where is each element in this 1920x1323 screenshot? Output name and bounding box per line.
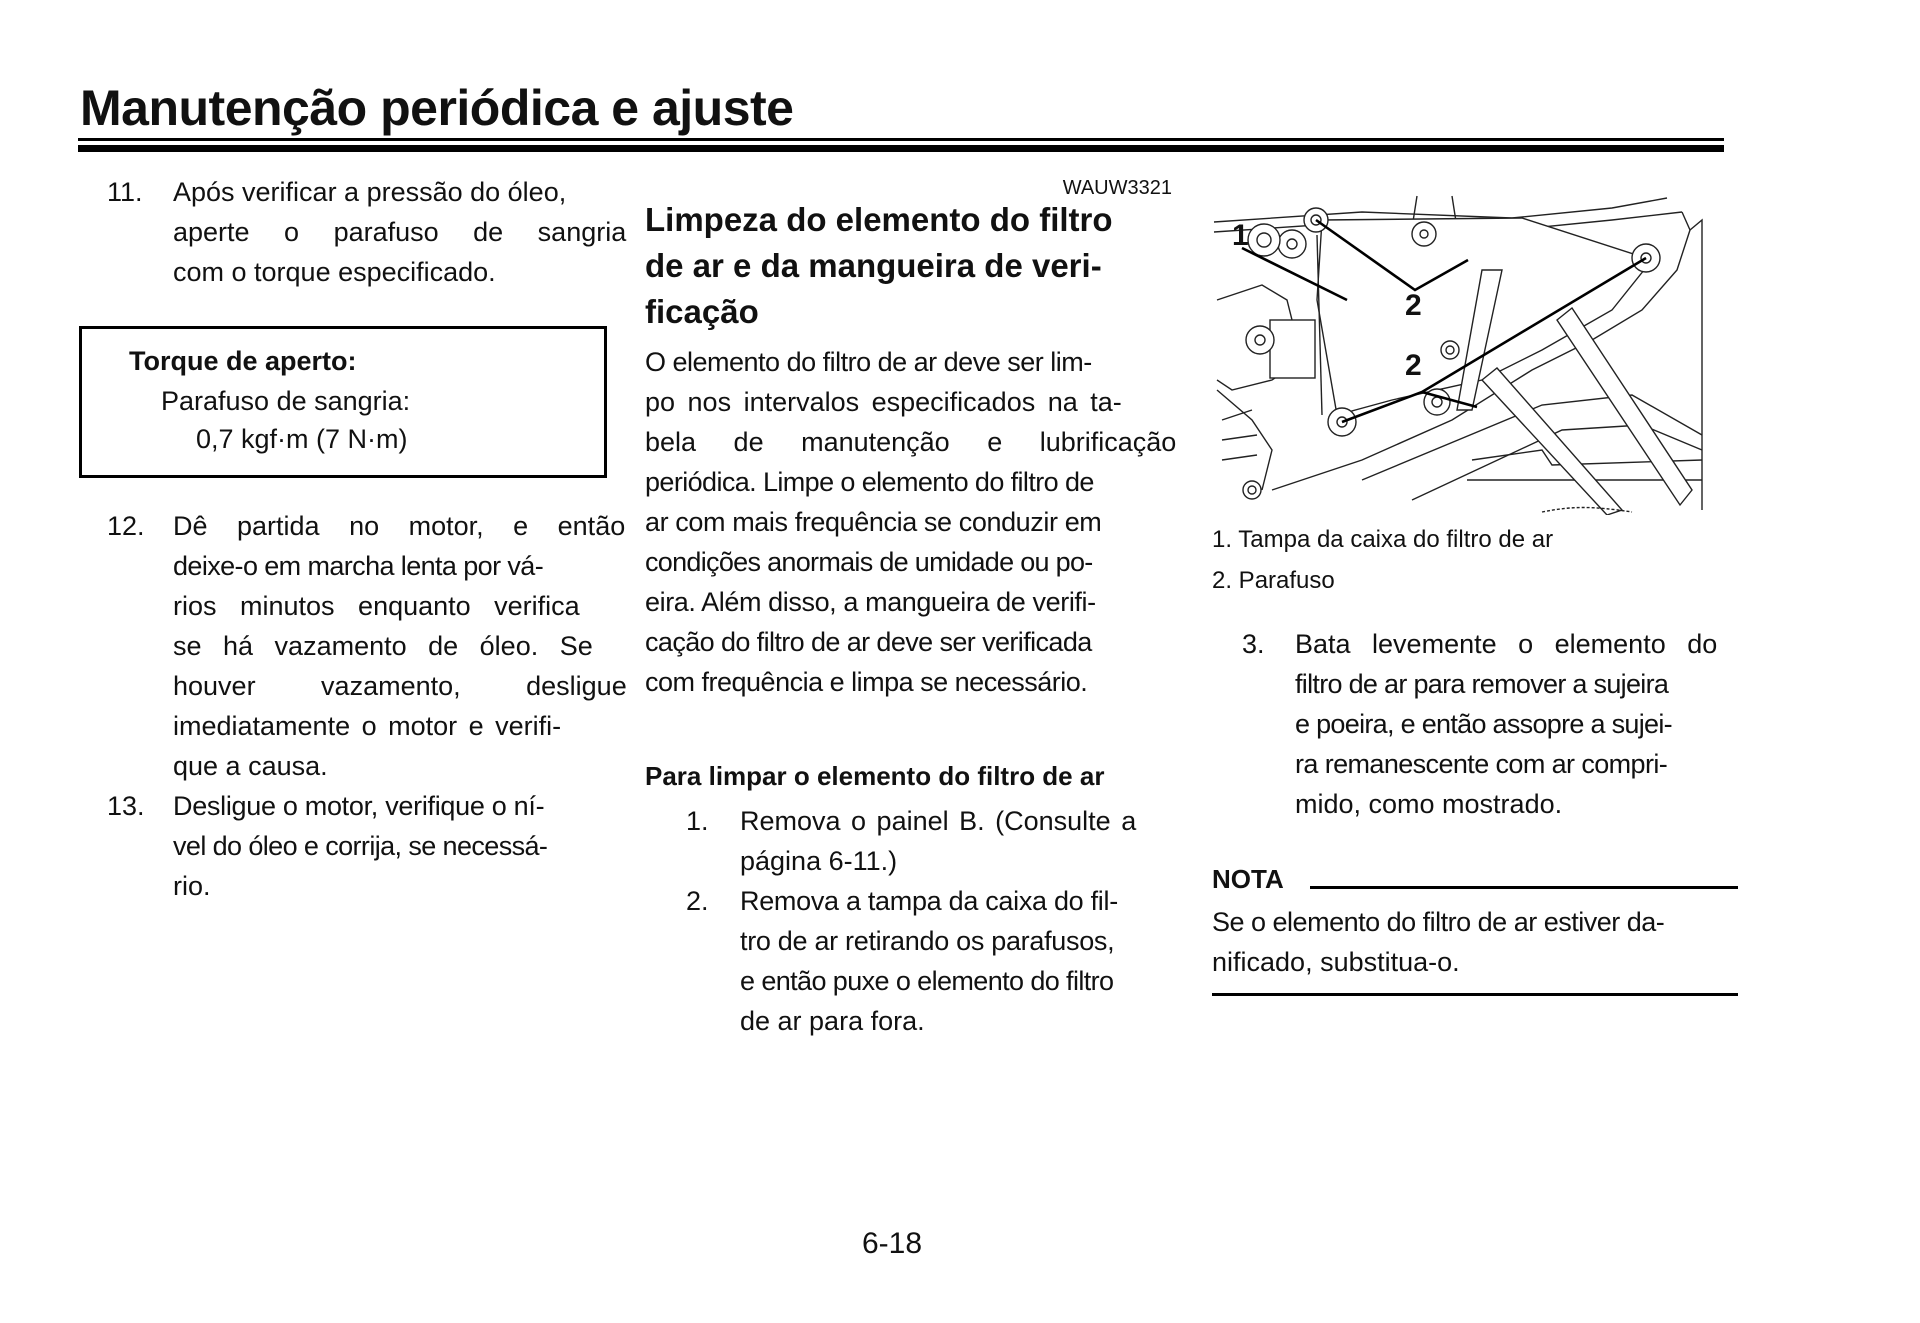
- text-line: deixe-o em marcha lenta por vá-: [173, 551, 544, 581]
- text-line: rio.: [173, 871, 211, 901]
- text-line: aperte o parafuso de sangria: [173, 217, 627, 247]
- step-text: [740, 801, 1176, 881]
- step-text: [740, 881, 1176, 1041]
- torque-value: 0,7 kgf·m (7 N·m): [196, 424, 408, 454]
- step-text: [173, 786, 605, 906]
- text-line: imediatamente o motor e verifi-: [173, 711, 562, 741]
- text-line: filtro de ar para remover a sujeira: [1295, 669, 1669, 699]
- callout-1: 1: [1232, 219, 1249, 252]
- text-line: Após verificar a pressão do óleo,: [173, 177, 567, 207]
- text-line: periódica. Limpe o elemento do filtro de: [645, 467, 1094, 497]
- title-rule-thin: [78, 138, 1724, 141]
- text-line: se há vazamento de óleo. Se: [173, 631, 593, 661]
- note-text: [1212, 902, 1742, 982]
- text-line: nificado, substitua-o.: [1212, 947, 1460, 977]
- callout-2-upper: 2: [1405, 289, 1422, 322]
- step-number: 1.: [686, 806, 709, 836]
- step-number: 3.: [1242, 629, 1265, 659]
- heading-line: ficação: [645, 293, 759, 330]
- step-number: 13.: [107, 791, 145, 821]
- text-line: que a causa.: [173, 751, 328, 781]
- text-line: houver vazamento, desligue: [173, 671, 627, 701]
- title-rule-thick: [78, 145, 1724, 152]
- text-line: ra remanescente com ar compri-: [1295, 749, 1668, 779]
- text-line: e poeira, e então assopre a sujei-: [1295, 709, 1672, 739]
- text-line: e então puxe o elemento do filtro: [740, 966, 1114, 996]
- text-line: Se o elemento do filtro de ar estiver da-: [1212, 907, 1665, 937]
- page-title: Manutenção periódica e ajuste: [80, 80, 794, 136]
- text-line: Desligue o motor, verifique o ní-: [173, 791, 545, 821]
- text-line: cação do filtro de ar deve ser verificada: [645, 627, 1092, 657]
- text-line: página 6-11.): [740, 846, 898, 876]
- note-label: NOTA: [1212, 864, 1284, 894]
- step-text: [173, 172, 627, 292]
- procedure-subheading: Para limpar o elemento do filtro de ar: [645, 761, 1105, 791]
- text-line: po nos intervalos especificados na ta-: [645, 387, 1122, 417]
- section-intro: [645, 342, 1175, 702]
- figure-caption-2: 2. Parafuso: [1212, 567, 1335, 594]
- text-line: Remova o painel B. (Consulte a: [740, 806, 1137, 836]
- note-rule-top: [1310, 886, 1738, 889]
- step-number: 2.: [686, 886, 709, 916]
- heading-line: Limpeza do elemento do filtro: [645, 201, 1113, 238]
- torque-label: Parafuso de sangria:: [161, 386, 411, 416]
- text-line: Remova a tampa da caixa do fil-: [740, 886, 1118, 916]
- callout-2-lower: 2: [1405, 349, 1422, 382]
- section-heading: [645, 197, 1175, 335]
- page-number: 6-18: [862, 1227, 923, 1260]
- text-line: tro de ar retirando os parafusos,: [740, 926, 1115, 956]
- text-line: condições anormais de umidade ou po-: [645, 547, 1093, 577]
- text-line: de ar para fora.: [740, 1006, 925, 1036]
- text-line: vel do óleo e corrija, se necessá-: [173, 831, 548, 861]
- torque-spec-box: [79, 326, 607, 478]
- air-filter-case-illustration: [1212, 190, 1712, 515]
- step-number: 11.: [107, 177, 143, 207]
- section-code: WAUW3321: [1062, 177, 1172, 199]
- text-line: ar com mais frequência se conduzir em: [645, 507, 1102, 537]
- text-line: O elemento do filtro de ar deve ser lim-: [645, 347, 1092, 377]
- step-text: [173, 506, 627, 786]
- text-line: Dê partida no motor, e então: [173, 511, 626, 541]
- text-line: com frequência e limpa se necessário.: [645, 667, 1088, 697]
- text-line: bela de manutenção e lubrificação: [645, 427, 1177, 457]
- text-line: com o torque especificado.: [173, 257, 496, 287]
- text-line: eira. Além disso, a mangueira de verifi-: [645, 587, 1096, 617]
- figure-caption-1: 1. Tampa da caixa do filtro de ar: [1212, 526, 1554, 553]
- heading-line: de ar e da mangueira de veri-: [645, 247, 1102, 284]
- text-line: Bata levemente o elemento do: [1295, 629, 1718, 659]
- text-line: mido, como mostrado.: [1295, 789, 1563, 819]
- text-line: rios minutos enquanto verifica: [173, 591, 580, 621]
- note-rule-bottom: [1212, 993, 1738, 996]
- torque-title: Torque de aperto:: [129, 346, 357, 376]
- step-number: 12.: [107, 511, 145, 541]
- step-text: [1295, 624, 1740, 824]
